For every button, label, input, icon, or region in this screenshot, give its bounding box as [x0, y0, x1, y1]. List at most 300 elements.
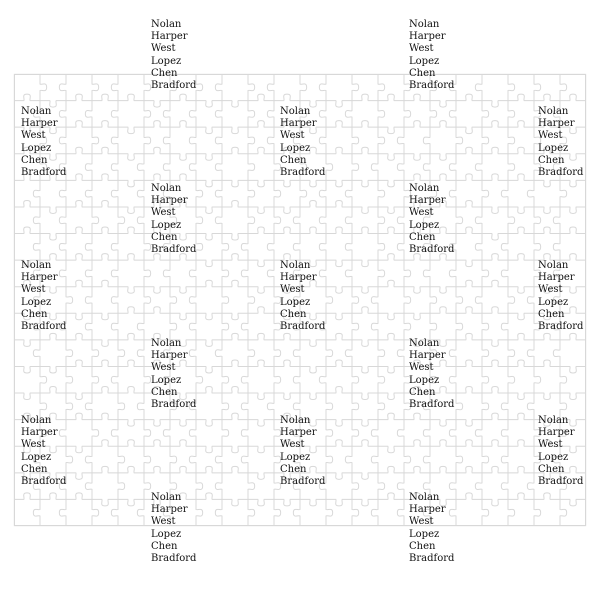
puzzle-cut-line	[222, 200, 248, 207]
puzzle-cut-line	[241, 393, 248, 420]
puzzle-cut-line	[274, 366, 281, 393]
name-line: Chen	[151, 386, 178, 398]
puzzle-cut-line	[482, 254, 508, 261]
name-line: Nolan	[538, 415, 569, 426]
puzzle-cut-line	[163, 154, 170, 181]
puzzle-cut-line	[137, 340, 144, 367]
puzzle-cut-line	[111, 499, 118, 526]
name-line: Chen	[21, 308, 48, 320]
puzzle-cut-line	[456, 387, 482, 394]
puzzle-cut-line	[404, 287, 430, 294]
puzzle-cut-line	[66, 227, 92, 234]
puzzle-cut-line	[92, 420, 99, 447]
puzzle-cut-line	[248, 147, 274, 154]
puzzle-cut-line	[456, 466, 482, 473]
puzzle-cut-line	[534, 333, 560, 340]
puzzle-cut-line	[397, 340, 404, 367]
puzzle-cut-line	[326, 154, 333, 181]
puzzle-cut-line	[423, 127, 430, 154]
puzzle-cut-line	[508, 393, 534, 400]
puzzle-cut-line	[137, 393, 144, 420]
puzzle-cut-line	[118, 420, 144, 427]
puzzle-cut-line	[475, 473, 482, 500]
puzzle-cut-line	[404, 101, 411, 128]
puzzle-cut-line	[508, 413, 534, 420]
puzzle-cut-line	[378, 473, 385, 500]
puzzle-cut-line	[248, 473, 255, 500]
puzzle-cut-line	[222, 254, 248, 261]
puzzle-cut-line	[118, 473, 125, 500]
puzzle-cut-line	[534, 360, 560, 367]
puzzle-cut-line	[378, 366, 404, 373]
puzzle-cut-line	[66, 333, 92, 340]
puzzle-cut-line	[404, 174, 430, 181]
name-line: Lopez	[151, 55, 182, 67]
puzzle-cut-line	[85, 287, 92, 314]
puzzle-cut-line	[215, 340, 222, 367]
name-line: Harper	[409, 31, 446, 43]
puzzle-cut-line	[430, 287, 437, 314]
puzzle-cut-line	[404, 287, 411, 314]
puzzle-cut-line	[66, 340, 73, 367]
puzzle-cut-line	[118, 340, 125, 367]
puzzle-cut-line	[196, 74, 203, 101]
puzzle-cut-line	[300, 393, 326, 400]
puzzle-cut-line	[352, 420, 378, 427]
puzzle-cut-line	[59, 180, 66, 207]
puzzle-cut-line	[482, 101, 489, 128]
puzzle-cut-line	[144, 466, 170, 473]
puzzle-cut-line	[300, 200, 326, 207]
puzzle-cut-line	[40, 207, 66, 214]
puzzle-cut-line	[118, 94, 144, 101]
name-line: Bradford	[280, 321, 326, 333]
puzzle-cut-line	[189, 127, 196, 154]
puzzle-cut-line	[215, 473, 222, 500]
puzzle-cut-line	[196, 207, 203, 234]
puzzle-cut-line	[222, 466, 248, 473]
puzzle-cut-line	[196, 387, 222, 394]
puzzle-cut-line	[215, 499, 222, 526]
name-line: Chen	[280, 308, 307, 320]
puzzle-cut-line	[222, 180, 248, 187]
puzzle-cut-line	[534, 234, 541, 261]
puzzle-cut-line	[196, 473, 203, 500]
puzzle-cut-line	[66, 287, 73, 314]
puzzle-cut-line	[92, 340, 118, 347]
puzzle-cut-line	[345, 234, 352, 261]
puzzle-cut-line	[404, 413, 430, 420]
puzzle-cut-line	[378, 207, 404, 214]
puzzle-cut-line	[300, 499, 326, 506]
puzzle-cut-line	[111, 74, 118, 101]
puzzle-cut-line	[196, 466, 222, 473]
puzzle-cut-line	[378, 493, 404, 500]
puzzle-cut-line	[66, 200, 92, 207]
puzzle-cut-line	[378, 366, 385, 393]
puzzle-cut-line	[560, 366, 567, 393]
puzzle-cut-line	[378, 227, 404, 234]
puzzle-cut-line	[397, 420, 404, 447]
puzzle-cut-line	[196, 127, 222, 134]
puzzle-cut-line	[248, 307, 274, 314]
name-line: Harper	[151, 31, 188, 43]
puzzle-cut-line	[508, 366, 515, 393]
puzzle-cut-line	[66, 446, 73, 473]
puzzle-cut-line	[560, 227, 586, 234]
name-line: Chen	[151, 67, 178, 79]
puzzle-cut-line	[274, 340, 281, 367]
puzzle-cut-line	[248, 260, 274, 267]
puzzle-cut-line	[189, 287, 196, 314]
puzzle-cut-line	[274, 94, 300, 101]
puzzle-cut-line	[66, 413, 92, 420]
puzzle-cut-line	[33, 180, 40, 207]
puzzle-cut-line	[196, 313, 222, 320]
puzzle-cut-line	[560, 180, 567, 207]
puzzle-cut-line	[222, 413, 248, 420]
puzzle-cut-line	[378, 340, 385, 367]
name-pattern	[409, 338, 454, 411]
puzzle-cut-line	[222, 387, 248, 394]
puzzle-cut-line	[527, 340, 534, 367]
puzzle-cut-line	[222, 333, 248, 340]
puzzle-cut-line	[85, 313, 92, 340]
name-line: West	[280, 439, 305, 451]
puzzle-cut-line	[293, 366, 300, 393]
puzzle-cut-line	[501, 446, 508, 473]
puzzle-cut-line	[196, 493, 222, 500]
puzzle-cut-line	[248, 227, 274, 234]
puzzle-cut-line	[430, 121, 456, 128]
puzzle-cut-line	[33, 499, 40, 526]
puzzle-cut-line	[352, 473, 359, 500]
name-line: Harper	[21, 427, 58, 439]
name-line: Chen	[21, 154, 48, 166]
puzzle-cut-line	[170, 466, 196, 473]
puzzle-cut-line	[222, 234, 248, 241]
puzzle-cut-line	[482, 121, 508, 128]
puzzle-cut-line	[397, 473, 404, 500]
puzzle-cut-line	[14, 366, 40, 373]
puzzle-cut-line	[85, 101, 92, 128]
name-line: Chen	[538, 308, 565, 320]
name-line: Lopez	[280, 451, 311, 463]
name-line: West	[409, 516, 434, 528]
puzzle-cut-line	[352, 313, 359, 340]
puzzle-cut-line	[352, 260, 378, 267]
puzzle-cut-line	[92, 313, 118, 320]
puzzle-cut-line	[92, 413, 118, 420]
puzzle-cut-line	[118, 360, 144, 367]
puzzle-cut-line	[404, 446, 411, 473]
name-line: Chen	[538, 463, 565, 475]
puzzle-cut-line	[378, 260, 385, 287]
puzzle-cut-line	[352, 393, 378, 400]
puzzle-cut-line	[215, 446, 222, 473]
puzzle-cut-line	[456, 260, 482, 267]
puzzle-cut-line	[196, 207, 222, 214]
name-line: West	[280, 130, 305, 142]
puzzle-cut-line	[371, 313, 378, 340]
puzzle-cut-line	[293, 340, 300, 367]
name-line: Lopez	[280, 296, 311, 308]
puzzle-cut-line	[66, 393, 92, 400]
puzzle-cut-line	[371, 446, 378, 473]
puzzle-cut-line	[404, 94, 430, 101]
puzzle-cut-line	[352, 180, 378, 187]
puzzle-cut-line	[326, 387, 352, 394]
puzzle-cut-line	[456, 446, 463, 473]
name-line: Chen	[151, 231, 178, 243]
puzzle-cut-line	[326, 499, 352, 506]
puzzle-cut-line	[534, 94, 560, 101]
puzzle-cut-line	[345, 180, 352, 207]
puzzle-cut-line	[378, 280, 404, 287]
puzzle-cut-line	[534, 499, 541, 526]
name-pattern	[21, 106, 66, 179]
puzzle-cut-line	[482, 340, 489, 367]
puzzle-cut-line	[345, 340, 352, 367]
puzzle-cut-line	[482, 101, 508, 108]
puzzle-cut-line	[378, 393, 404, 400]
puzzle-cut-line	[215, 74, 222, 101]
puzzle-cut-line	[560, 74, 567, 101]
puzzle-cut-line	[163, 420, 170, 447]
puzzle-cut-line	[475, 234, 482, 261]
puzzle-cut-line	[170, 287, 177, 314]
puzzle-cut-line	[449, 101, 456, 128]
puzzle-cut-line	[527, 473, 534, 500]
name-pattern	[151, 492, 196, 565]
puzzle-cut-line	[14, 393, 40, 400]
puzzle-cut-line	[482, 387, 508, 394]
puzzle-cut-line	[456, 227, 482, 234]
puzzle-cut-line	[553, 207, 560, 234]
puzzle-cut-line	[144, 74, 151, 101]
puzzle-cut-line	[371, 154, 378, 181]
name-line: Chen	[409, 540, 436, 552]
puzzle-cut-line	[118, 207, 144, 214]
puzzle-cut-line	[352, 393, 359, 420]
puzzle-cut-line	[508, 154, 515, 181]
puzzle-cut-line	[560, 180, 586, 187]
puzzle-cut-line	[118, 227, 144, 234]
name-line: Bradford	[21, 167, 67, 179]
puzzle-cut-line	[92, 94, 118, 101]
puzzle-cut-line	[482, 207, 508, 214]
puzzle-cut-line	[482, 180, 489, 207]
puzzle-cut-line	[222, 313, 229, 340]
puzzle-cut-line	[449, 420, 456, 447]
puzzle-cut-line	[144, 101, 170, 108]
puzzle-cut-line	[352, 340, 378, 347]
puzzle-cut-line	[144, 420, 170, 427]
puzzle-cut-line	[404, 260, 411, 287]
puzzle-cut-line	[248, 287, 255, 314]
name-pattern	[538, 415, 583, 488]
puzzle-cut-line	[144, 260, 151, 287]
puzzle-cut-line	[118, 446, 125, 473]
name-line: Nolan	[151, 338, 182, 349]
puzzle-cut-line	[423, 446, 430, 473]
puzzle-cut-line	[215, 180, 222, 207]
name-line: Bradford	[151, 80, 197, 92]
puzzle-cut-line	[248, 180, 274, 187]
puzzle-cut-line	[378, 94, 404, 101]
puzzle-cut-line	[222, 280, 248, 287]
puzzle-cut-line	[423, 154, 430, 181]
puzzle-cut-line	[326, 287, 352, 294]
puzzle-cut-line	[189, 154, 196, 181]
puzzle-cut-line	[326, 121, 352, 128]
name-line: Nolan	[280, 415, 311, 426]
puzzle-cut-line	[378, 154, 404, 161]
puzzle-cut-line	[352, 154, 359, 181]
puzzle-cut-line	[482, 260, 489, 287]
puzzle-cut-line	[378, 234, 385, 261]
puzzle-cut-line	[352, 473, 378, 480]
puzzle-cut-line	[163, 260, 170, 287]
puzzle-cut-line	[456, 393, 463, 420]
puzzle-cut-line	[66, 254, 92, 261]
puzzle-cut-line	[508, 340, 515, 367]
puzzle-cut-line	[111, 234, 118, 261]
puzzle-cut-line	[423, 260, 430, 287]
puzzle-cut-line	[111, 313, 118, 340]
puzzle-cut-line	[92, 254, 118, 261]
puzzle-cut-line	[326, 333, 352, 340]
puzzle-cut-line	[92, 127, 99, 154]
puzzle-cut-line	[118, 393, 125, 420]
puzzle-cut-line	[352, 207, 378, 214]
puzzle-cut-line	[222, 313, 248, 320]
puzzle-cut-line	[14, 340, 40, 347]
puzzle-cut-line	[215, 127, 222, 154]
name-line: Bradford	[21, 476, 67, 488]
puzzle-cut-line	[170, 446, 177, 473]
name-line: Harper	[409, 195, 446, 207]
puzzle-cut-line	[196, 499, 203, 526]
puzzle-cut-line	[66, 366, 73, 393]
puzzle-cut-line	[33, 207, 40, 234]
puzzle-cut-line	[66, 393, 73, 420]
puzzle-cut-line	[248, 499, 274, 506]
name-line: Bradford	[151, 399, 197, 411]
puzzle-cut-line	[196, 366, 203, 393]
puzzle-cut-line	[118, 387, 144, 394]
puzzle-cut-line	[326, 340, 333, 367]
puzzle-cut-line	[378, 127, 404, 134]
puzzle-cut-line	[40, 387, 66, 394]
puzzle-cut-line	[378, 180, 404, 187]
puzzle-cut-line	[508, 493, 534, 500]
puzzle-cut-line	[196, 101, 222, 108]
puzzle-cut-line	[118, 440, 144, 447]
puzzle-cut-line	[59, 499, 66, 526]
puzzle-cut-line	[144, 287, 151, 314]
puzzle-cut-line	[404, 466, 430, 473]
puzzle-cut-line	[196, 340, 222, 347]
puzzle-cut-line	[430, 307, 456, 314]
puzzle-cut-line	[241, 366, 248, 393]
puzzle-cut-line	[92, 207, 99, 234]
name-line: Lopez	[21, 142, 52, 154]
puzzle-cut-line	[482, 313, 489, 340]
puzzle-cut-line	[111, 154, 118, 181]
puzzle-cut-line	[111, 287, 118, 314]
puzzle-cut-line	[85, 393, 92, 420]
puzzle-cut-line	[59, 74, 66, 101]
puzzle-cut-line	[397, 499, 404, 526]
puzzle-cut-line	[66, 121, 92, 128]
puzzle-cut-line	[66, 360, 92, 367]
puzzle-cut-line	[319, 180, 326, 207]
puzzle-cut-line	[137, 313, 144, 340]
puzzle-cut-line	[508, 287, 534, 294]
name-line: Lopez	[538, 296, 569, 308]
puzzle-cut-line	[111, 420, 118, 447]
puzzle-cut-line	[326, 360, 352, 367]
puzzle-cut-line	[118, 287, 144, 294]
puzzle-cut-line	[371, 287, 378, 314]
puzzle-cut-line	[352, 94, 378, 101]
puzzle-cut-line	[274, 207, 281, 234]
name-line: Harper	[151, 195, 188, 207]
puzzle-cut-line	[92, 74, 99, 101]
puzzle-cut-line	[345, 260, 352, 287]
puzzle-cut-line	[196, 154, 222, 161]
puzzle-cut-line	[352, 287, 378, 294]
puzzle-cut-line	[144, 440, 170, 447]
name-line: West	[21, 439, 46, 451]
puzzle-cut-line	[92, 280, 118, 287]
puzzle-cut-line	[508, 440, 534, 447]
puzzle-cut-line	[189, 446, 196, 473]
puzzle-cut-line	[196, 280, 222, 287]
name-line: Chen	[21, 463, 48, 475]
name-line: Lopez	[409, 374, 440, 386]
puzzle-cut-line	[508, 287, 515, 314]
puzzle-cut-line	[560, 333, 586, 340]
jigsaw-puzzle-product	[14, 19, 586, 565]
puzzle-cut-line	[378, 101, 385, 128]
puzzle-cut-line	[508, 227, 534, 234]
puzzle-cut-line	[326, 101, 352, 108]
name-line: Chen	[409, 67, 436, 79]
puzzle-cut-line	[319, 366, 326, 393]
puzzle-cut-line	[92, 366, 99, 393]
name-line: Lopez	[538, 451, 569, 463]
puzzle-cut-line	[40, 366, 66, 373]
name-line: Lopez	[409, 219, 440, 231]
name-line: Nolan	[21, 260, 52, 271]
puzzle-cut-line	[241, 234, 248, 261]
puzzle-cut-line	[92, 340, 99, 367]
name-line: Lopez	[538, 142, 569, 154]
puzzle-cut-line	[40, 234, 66, 241]
puzzle-cut-line	[144, 446, 151, 473]
puzzle-cut-line	[170, 313, 177, 340]
puzzle-cut-line	[501, 313, 508, 340]
puzzle-cut-line	[456, 127, 482, 134]
puzzle-cut-line	[300, 366, 326, 373]
puzzle-cut-line	[274, 227, 300, 234]
puzzle-cut-line	[449, 154, 456, 181]
name-line: Nolan	[280, 260, 311, 271]
puzzle-cut-line	[170, 313, 196, 320]
puzzle-cut-line	[482, 393, 489, 420]
